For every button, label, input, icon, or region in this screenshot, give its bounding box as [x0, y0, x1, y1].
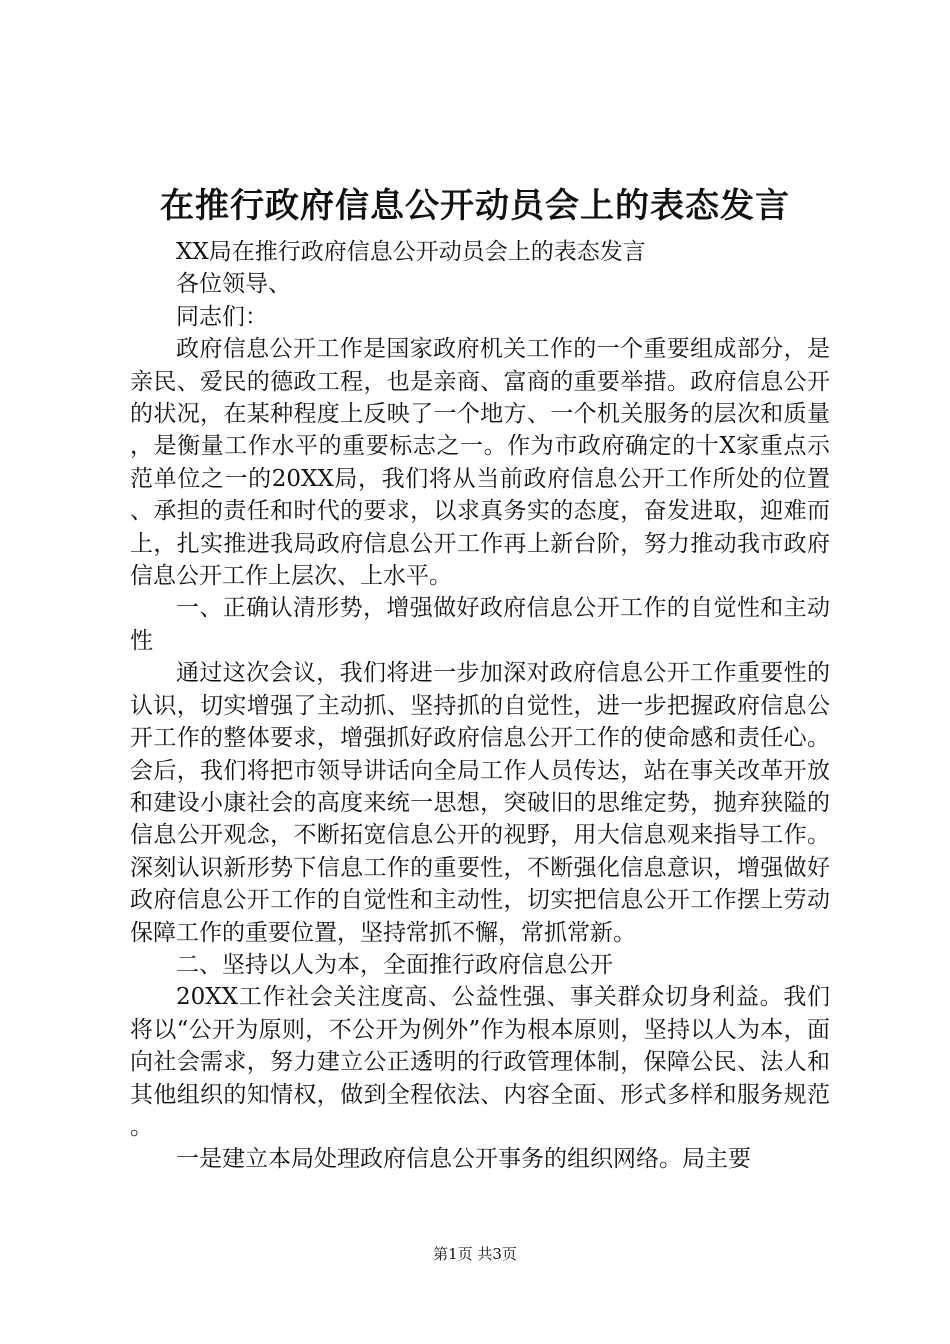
page-indicator: 第1页 共3页: [433, 1245, 517, 1263]
document-body: [130, 236, 830, 1176]
paragraph-salutation-1: 各位领导、: [176, 271, 291, 298]
section-heading-1: 一、正确认清形势，增强做好政府信息公开工作的自觉性和主动性: [130, 595, 830, 654]
paragraph-section-2: 20XX工作社会关注度高、公益性强、事关群众切身利益。我们将以“公开为原则，不公开为例外”作为根本原则，坚持以人为本，面向社会需求，努力建立公正透明的行政管理体制，保障公民、法人和其他组织的知情权，做到全程依法、内容全面、形式多样和服务规范。: [130, 984, 830, 1140]
paragraph-section-1: 通过这次会议，我们将进一步加深对政府信息公开工作重要性的认识，切实增强了主动抓、坚持抓的自觉性，进一步把握政府信息公开工作的整体要求，增强抓好政府信息公开工作的使命感和责任心。会后，我们将把市领导讲话向全局工作人员传达，站在事关改革开放和建设小康社会的高度来统一思想，突破旧的思维定势，抛弃狭隘的信息公开观念，不断拓宽信息公开的视野，用大信息观来指导工作。深刻认识新形势下信息工作的重要性，不断强化信息意识，增强做好政府信息公开工作的自觉性和主动性，切实把信息公开工作摆上劳动保障工作的重要位置，坚持常抓不懈，常抓常新。: [130, 660, 830, 946]
paragraph-intro: 政府信息公开工作是国家政府机关工作的一个重要组成部分，是亲民、爱民的德政工程，也是亲商、富商的重要举措。政府信息公开的状况，在某种程度上反映了一个地方、一个机关服务的层次和质量，是衡量工作水平的重要标志之一。作为市政府确定的十X家重点示范单位之一的20XX局，我们将从当前政府信息公开工作所处的位置、承担的责任和时代的要求，以求真务实的态度，奋发进取，迎难而上，扎实推进我局政府信息公开工作再上新台阶，努力推动我市政府信息公开工作上层次、上水平。: [130, 336, 830, 590]
document-title: 在推行政府信息公开动员会上的表态发言: [160, 186, 790, 226]
paragraph-item-1: 一是建立本局处理政府信息公开事务的组织网络。局主要: [176, 1146, 751, 1173]
section-heading-2: 二、坚持以人为本，全面推行政府信息公开: [176, 951, 613, 978]
paragraph-salutation-2: 同志们：: [176, 303, 268, 330]
paragraph-subtitle: XX局在推行政府信息公开动员会上的表态发言: [176, 239, 646, 265]
